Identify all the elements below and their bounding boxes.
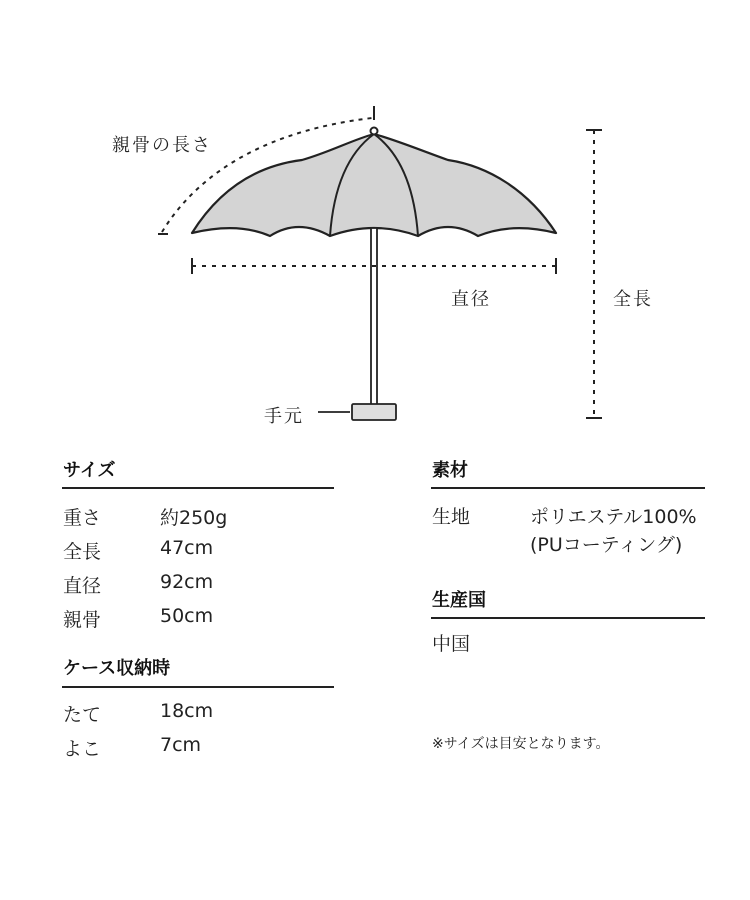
case-row-label: よこ bbox=[63, 738, 102, 760]
case-section-divider bbox=[62, 686, 334, 688]
size-row-value: 約250g bbox=[160, 507, 228, 529]
size-note: ※サイズは目安となります。 bbox=[432, 736, 610, 752]
size-row-label: 直径 bbox=[63, 575, 102, 597]
case-section-title: ケース収納時 bbox=[63, 658, 171, 679]
origin-value: 中国 bbox=[432, 633, 471, 655]
umbrella-shaft bbox=[371, 228, 377, 406]
rib-length-label: 親骨の長さ bbox=[112, 135, 212, 156]
size-section-divider bbox=[62, 487, 334, 489]
umbrella-handle bbox=[352, 404, 396, 420]
material-row-value-line2: (PUコーティング) bbox=[530, 534, 683, 556]
case-row-label: たて bbox=[63, 704, 102, 726]
umbrella-diagram bbox=[0, 0, 750, 440]
umbrella-tip bbox=[371, 128, 378, 135]
material-row-label: 生地 bbox=[432, 506, 471, 528]
material-section-divider bbox=[431, 487, 705, 489]
size-row-value: 50cm bbox=[160, 605, 214, 627]
umbrella-canopy bbox=[192, 134, 556, 236]
size-section-title: サイズ bbox=[63, 460, 116, 481]
size-row-value: 47cm bbox=[160, 537, 214, 559]
size-row-label: 重さ bbox=[63, 507, 102, 529]
material-section-title: 素材 bbox=[432, 460, 468, 481]
size-row-label: 親骨 bbox=[63, 609, 102, 631]
diameter-label: 直径 bbox=[451, 289, 491, 310]
handle-label: 手元 bbox=[264, 406, 304, 427]
total-length-label: 全長 bbox=[613, 289, 653, 310]
size-row-value: 92cm bbox=[160, 571, 214, 593]
size-row-label: 全長 bbox=[63, 541, 102, 563]
origin-section-title: 生産国 bbox=[432, 590, 486, 611]
material-row-value-line1: ポリエステル100% bbox=[530, 506, 697, 528]
case-row-value: 18cm bbox=[160, 700, 214, 722]
case-row-value: 7cm bbox=[160, 734, 202, 756]
origin-section-divider bbox=[431, 617, 705, 619]
